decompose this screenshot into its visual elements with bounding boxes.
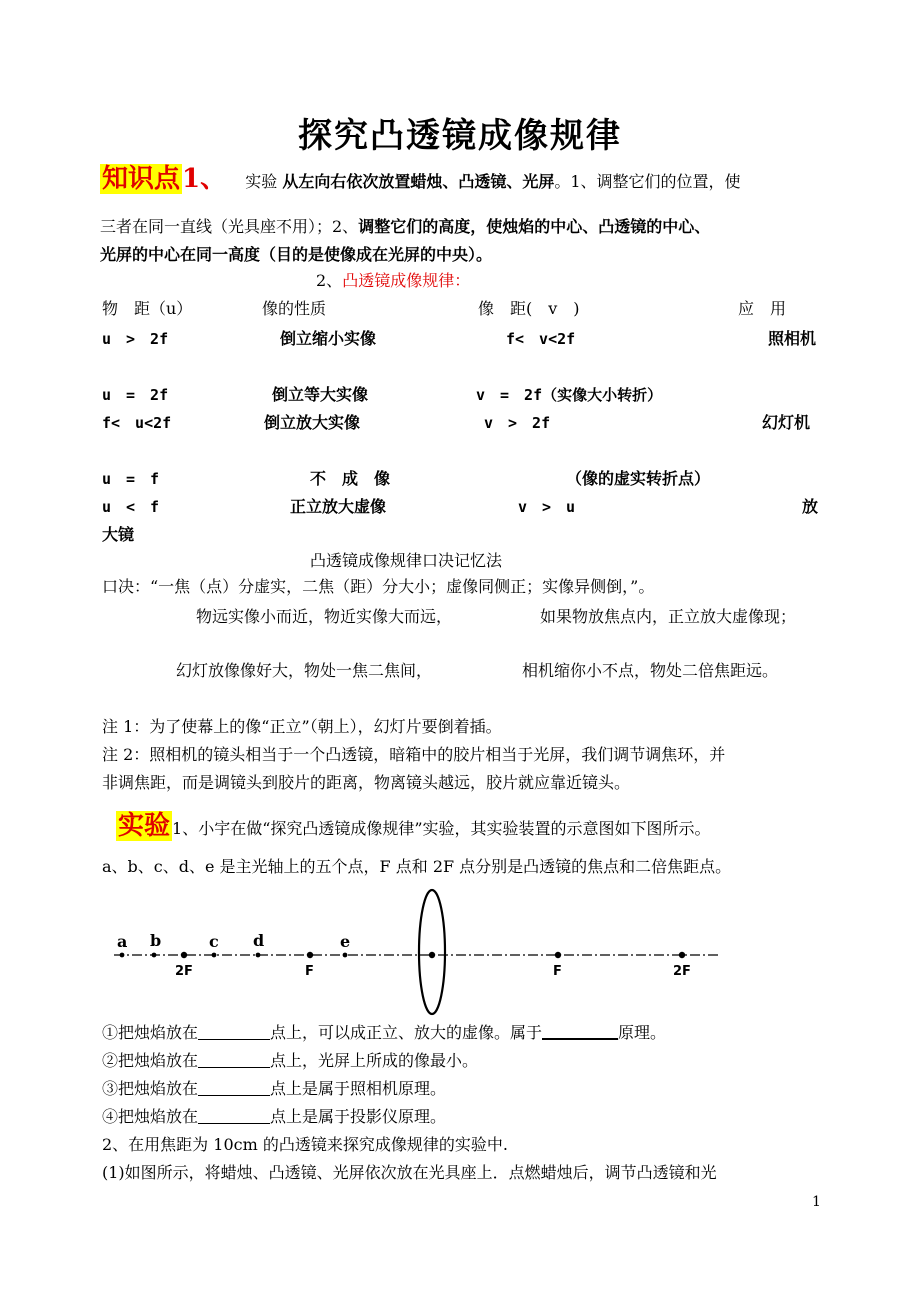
question-item-4: ④把烛焰放在 点上是属于投影仪原理。: [102, 1107, 447, 1126]
table-cell-v: （像的虚实转折点）: [566, 469, 711, 488]
point-f-right-dot: [555, 952, 561, 958]
experiment-line-2: a、b、c、d、e 是主光轴上的五个点，F 点和 2F 点分别是凸透镜的焦点和二倍焦距点。: [102, 857, 732, 876]
table-cell-v: v = 2f（实像大小转折）: [476, 386, 663, 404]
page-title: 探究凸透镜成像规律: [298, 116, 622, 156]
point-e-dot: [343, 953, 348, 958]
point-a-dot: [120, 953, 125, 958]
answer-blank[interactable]: [198, 1079, 270, 1096]
table-cell-nature: 倒立等大实像: [272, 385, 369, 404]
table-cell-nature: 倒立缩小实像: [280, 329, 377, 348]
table-cell-v: v > 2f: [484, 414, 551, 432]
answer-blank[interactable]: [198, 1107, 270, 1124]
note-1: 注 1：为了使幕上的像“正立”（朝上），幻灯片要倒着插。: [102, 717, 502, 736]
page-number: 1: [812, 1194, 821, 1210]
table-cell-u: u > 2f: [102, 330, 169, 348]
mnemonic-line-3b: 相机缩你小不点，物处二倍焦距远。: [522, 661, 779, 680]
answer-blank[interactable]: [542, 1022, 618, 1040]
knowledge-line-2: 三者在同一直线（光具座不用）；2、调整它们的高度，使烛焰的中心、凸透镜的中心、: [100, 217, 711, 236]
question-item-3: ③把烛焰放在 点上是属于照相机原理。: [102, 1079, 447, 1098]
point-f-left-dot: [307, 952, 313, 958]
question-2-line-1: 2、在用焦距为 10cm 的凸透镜来探究成像规律的实验中.: [102, 1135, 508, 1154]
table-header-nature: 像的性质: [262, 299, 327, 318]
point-c-dot: [212, 953, 217, 958]
table-cell-nature: 倒立放大实像: [264, 413, 361, 432]
optics-diagram: [0, 884, 920, 1024]
table-cell-app: 照相机: [768, 329, 817, 348]
point-2f-right-dot: [679, 952, 685, 958]
table-cell-u: u = 2f: [102, 386, 169, 404]
knowledge-number: 1、: [182, 164, 227, 194]
label-c: c: [209, 932, 219, 951]
experiment-label: 实验: [118, 811, 171, 841]
table-cell-app-wrap: 大镜: [102, 525, 135, 544]
table-cell-app: 放: [802, 497, 819, 516]
label-f-left: F: [305, 964, 314, 979]
optical-center: [429, 952, 435, 958]
label-b: b: [150, 931, 162, 950]
label-2f-right: 2F: [673, 964, 691, 979]
label-f-right: F: [553, 964, 562, 979]
point-b-dot: [152, 953, 157, 958]
answer-blank[interactable]: [198, 1051, 270, 1068]
mnemonic-line-1: 口决：“一焦（点）分虚实，二焦（距）分大小；虚像同侧正；实像异侧倒，”。: [102, 577, 655, 596]
experiment-line-1: 实验 1、小宇在做“探究凸透镜成像规律”实验，其实验装置的示意图如下图所示。: [118, 811, 711, 841]
table-cell-u: u = f: [102, 470, 160, 488]
knowledge-label: 知识点: [102, 164, 181, 194]
label-e: e: [340, 932, 351, 951]
table-cell-v: v > u: [518, 498, 576, 516]
note-2-line-2: 非调焦距，而是调镜头到胶片的距离，物离镜头越远，胶片就应靠近镜头。: [102, 773, 631, 792]
label-2f-left: 2F: [175, 964, 193, 979]
rule-heading: 2、凸透镜成像规律：: [316, 271, 471, 290]
table-cell-nature: 正立放大虚像: [290, 497, 387, 516]
mnemonic-line-2a: 物远实像小而近，物近实像大而远，: [196, 607, 453, 626]
label-a: a: [117, 932, 128, 951]
point-2f-left-dot: [181, 952, 187, 958]
table-cell-u: f< u<2f: [102, 414, 172, 432]
table-header-u: 物 距（u）: [102, 299, 193, 318]
mnemonic-line-3a: 幻灯放像像好大，物处一焦二焦间，: [176, 661, 433, 680]
table-cell-u: u < f: [102, 498, 160, 516]
mnemonic-line-2b: 如果物放焦点内，正立放大虚像现；: [540, 607, 797, 626]
table-header-app: 应 用: [738, 299, 787, 318]
mnemonic-title: 凸透镜成像规律口决记忆法: [310, 551, 503, 570]
table-cell-v: f< v<2f: [506, 330, 576, 348]
note-2-line-1: 注 2：照相机的镜头相当于一个凸透镜，暗箱中的胶片相当于光屏，我们调节调焦环，并: [102, 745, 726, 764]
table-cell-nature: 不 成 像: [310, 469, 391, 488]
label-d: d: [253, 931, 265, 950]
knowledge-line-3: 光屏的中心在同一高度（目的是使像成在光屏的中央）。: [100, 245, 493, 264]
answer-blank[interactable]: [198, 1023, 270, 1040]
question-2-line-2: (1)如图所示，将蜡烛、凸透镜、光屏依次放在光具座上．点燃蜡烛后，调节凸透镜和光: [102, 1163, 717, 1182]
question-item-2: ②把烛焰放在 点上，光屏上所成的像最小。: [102, 1051, 479, 1070]
point-d-dot: [256, 953, 261, 958]
knowledge-line-1: 知识点1、 实验 从左向右依次放置蜡烛、凸透镜、光屏。1、调整它们的位置，使: [102, 164, 741, 194]
table-cell-app: 幻灯机: [762, 413, 811, 432]
question-item-1: ①把烛焰放在 点上，可以成正立、放大的虚像。属于 原理。: [102, 1023, 667, 1042]
table-header-v: 像 距( v ): [478, 299, 580, 318]
